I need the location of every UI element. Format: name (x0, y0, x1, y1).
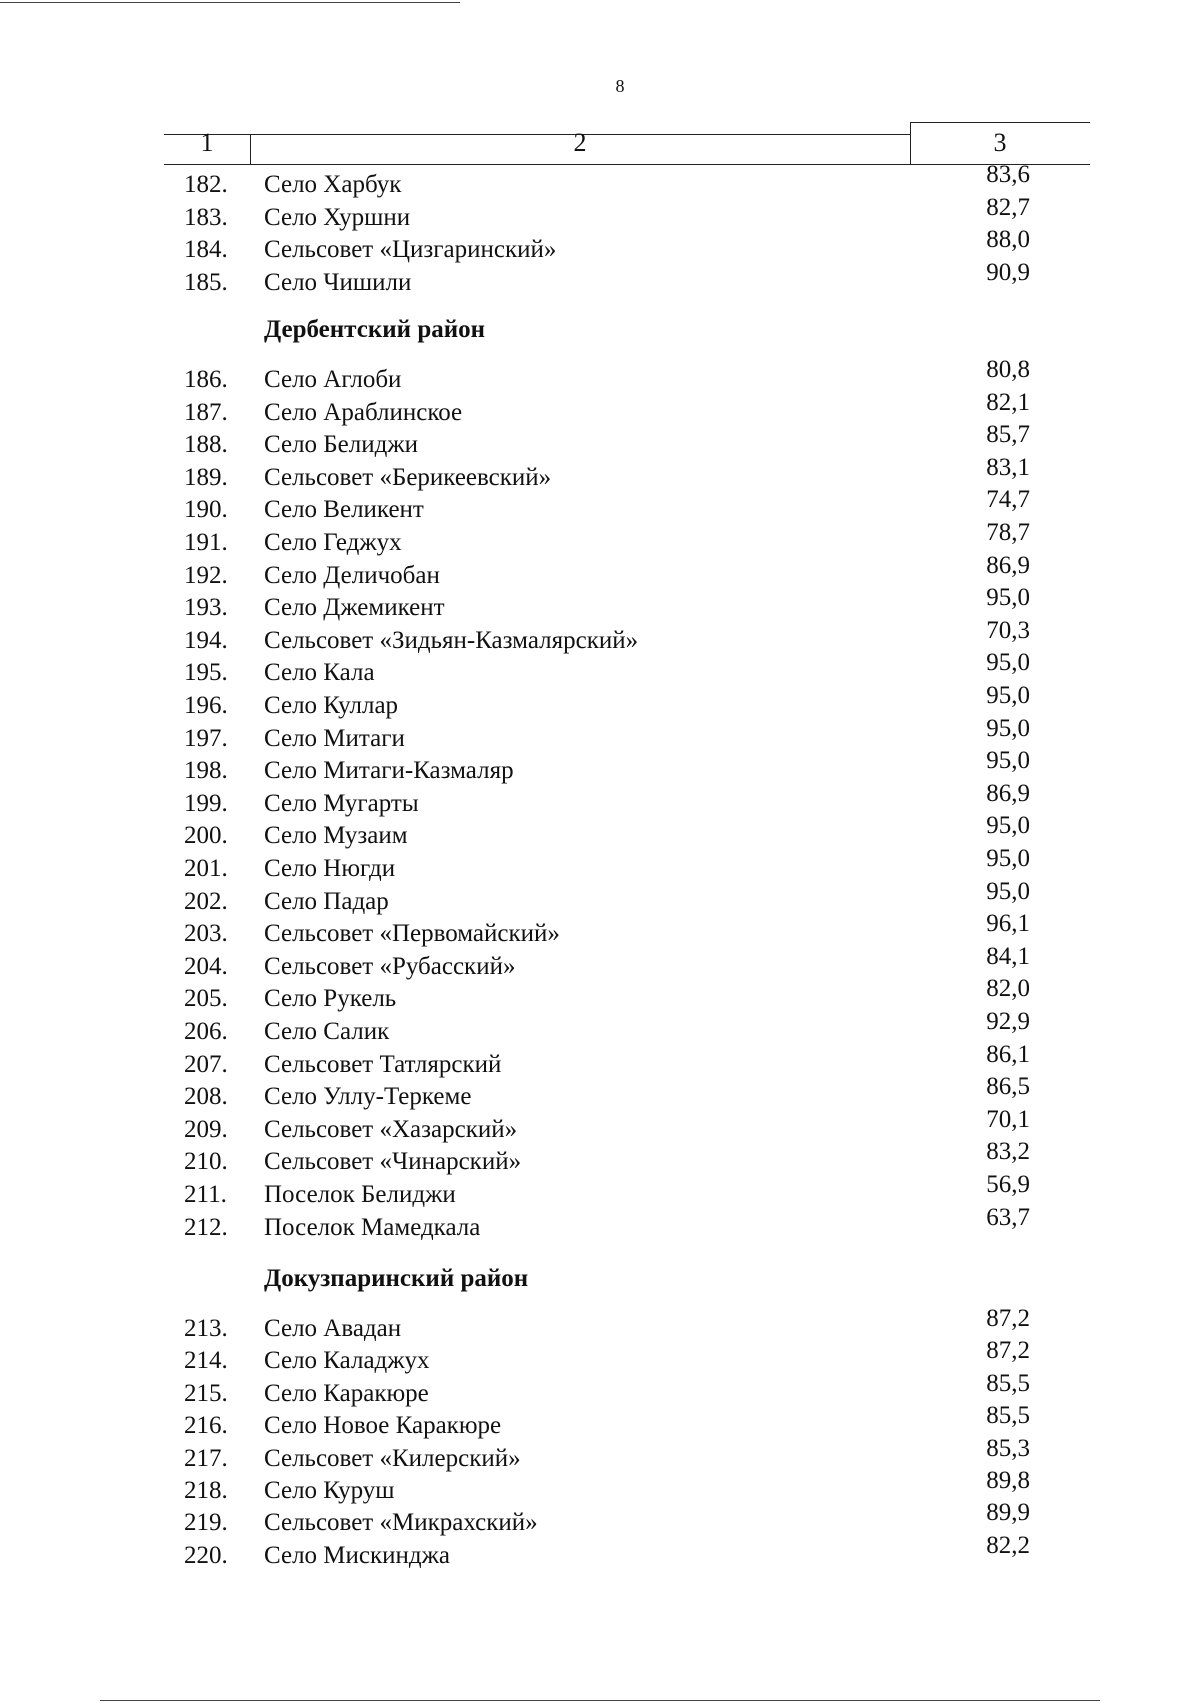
row-value: 83,1 (986, 453, 1030, 481)
table-row (0, 258, 1200, 301)
row-value: 89,9 (986, 1499, 1030, 1527)
row-value: 86,1 (986, 1040, 1030, 1068)
row-value: 78,7 (986, 519, 1030, 546)
row-value: 95,0 (986, 747, 1030, 775)
row-value: 95,0 (986, 714, 1030, 742)
row-name: Село Мискинджа (264, 1541, 450, 1569)
row-name: Село Кала (264, 659, 375, 687)
row-name: Сельсовет «Чинарский» (264, 1148, 522, 1176)
row-value: 70,3 (986, 616, 1030, 644)
row-name: Село Новое Каракюре (264, 1412, 502, 1440)
row-number: 182. (184, 171, 228, 198)
row-value: 86,9 (986, 779, 1030, 807)
row-name: Сельсовет «Берикеевский» (264, 463, 552, 491)
row-number: 197. (184, 724, 228, 752)
row-value: 95,0 (986, 845, 1030, 872)
row-number: 211. (184, 1181, 227, 1208)
row-number: 219. (184, 1509, 228, 1537)
row-number: 199. (184, 789, 228, 817)
row-number: 212. (184, 1213, 228, 1241)
row-name: Село Великент (264, 496, 424, 524)
row-name: Сельсовет «Зидьян-Казмалярский» (264, 626, 639, 654)
row-number: 208. (184, 1083, 228, 1111)
row-number: 193. (184, 594, 228, 622)
row-value: 85,3 (986, 1434, 1030, 1462)
section-heading-dokuzpara: Докузпаринский район (264, 1265, 529, 1292)
row-number: 207. (184, 1050, 228, 1078)
row-value: 82,1 (986, 388, 1030, 416)
row-number: 204. (184, 952, 228, 980)
row-value: 82,2 (986, 1531, 1030, 1559)
row-name: Село Куруш (264, 1477, 395, 1504)
row-name: Село Хуршни (264, 203, 411, 231)
row-number: 217. (184, 1444, 228, 1472)
row-value: 85,5 (986, 1369, 1030, 1397)
row-name: Сельсовет «Хазарский» (264, 1115, 518, 1143)
row-value: 86,9 (986, 551, 1030, 579)
row-name: Село Джемикент (264, 594, 445, 622)
row-name: Село Нюгди (264, 855, 396, 882)
row-value: 84,1 (986, 942, 1030, 970)
row-value: 80,8 (986, 356, 1030, 383)
table-row (0, 1531, 1200, 1574)
row-name: Село Митаги (264, 724, 405, 752)
row-number: 190. (184, 496, 228, 524)
row-value: 95,0 (986, 649, 1030, 677)
row-number: 191. (184, 529, 228, 556)
row-name: Сельсовет «Микрахский» (264, 1509, 538, 1537)
row-value: 92,9 (986, 1008, 1030, 1035)
header-top-rule (910, 122, 1090, 123)
row-number: 205. (184, 985, 228, 1013)
header-col-2: 2 (573, 128, 587, 157)
row-name: Село Митаги-Казмаляр (264, 757, 514, 785)
row-name: Село Араблинское (264, 398, 463, 426)
row-number: 203. (184, 920, 228, 948)
row-number: 220. (184, 1541, 228, 1569)
row-name: Сельсовет «Цизгаринский» (264, 236, 557, 264)
row-name: Село Уллу-Теркеме (264, 1083, 472, 1111)
row-name: Поселок Белиджи (264, 1181, 456, 1208)
row-name: Поселок Мамедкала (264, 1213, 481, 1241)
row-name: Село Белиджи (264, 431, 418, 459)
row-value: 90,9 (986, 258, 1030, 286)
row-name: Село Аглоби (264, 366, 402, 393)
row-number: 210. (184, 1148, 228, 1176)
row-name: Село Харбук (264, 171, 402, 198)
row-value: 83,6 (986, 161, 1030, 188)
row-value: 74,7 (986, 486, 1030, 514)
row-value: 82,7 (986, 193, 1030, 221)
row-name: Село Рукель (264, 985, 397, 1013)
row-value: 87,2 (986, 1337, 1030, 1365)
row-value: 96,1 (986, 910, 1030, 938)
row-number: 200. (184, 822, 228, 850)
row-value: 85,7 (986, 421, 1030, 449)
header-col-3: 3 (993, 128, 1007, 157)
row-value: 88,0 (986, 226, 1030, 254)
row-number: 215. (184, 1379, 228, 1407)
row-number: 192. (184, 561, 228, 589)
section-heading-derbent: Дербентский район (264, 316, 486, 343)
scan-edge-top (0, 2, 460, 3)
row-number: 201. (184, 855, 228, 882)
row-number: 185. (184, 268, 228, 296)
row-number: 218. (184, 1477, 228, 1504)
row-number: 188. (184, 431, 228, 459)
page-number: 8 (615, 76, 625, 96)
row-name: Село Чишили (264, 268, 412, 296)
scan-edge-bottom (100, 1700, 1100, 1701)
row-value: 86,5 (986, 1073, 1030, 1101)
row-value: 83,2 (986, 1138, 1030, 1166)
row-number: 206. (184, 1018, 228, 1045)
header-bottom-rule (164, 164, 1090, 165)
row-number: 216. (184, 1412, 228, 1440)
row-name: Сельсовет «Первомайский» (264, 920, 560, 948)
row-number: 209. (184, 1115, 228, 1143)
row-value: 63,7 (986, 1203, 1030, 1231)
row-name: Село Падар (264, 887, 389, 915)
row-name: Село Куллар (264, 692, 399, 719)
row-name: Село Салик (264, 1018, 390, 1045)
row-name: Село Геджух (264, 529, 402, 556)
row-value: 89,8 (986, 1467, 1030, 1494)
row-value: 95,0 (986, 682, 1030, 709)
row-value: 85,5 (986, 1402, 1030, 1430)
row-number: 194. (184, 626, 228, 654)
row-number: 186. (184, 366, 228, 393)
row-number: 195. (184, 659, 228, 687)
row-number: 198. (184, 757, 228, 785)
row-name: Село Каладжух (264, 1347, 430, 1375)
row-number: 184. (184, 236, 228, 264)
row-value: 70,1 (986, 1105, 1030, 1133)
row-number: 187. (184, 398, 228, 426)
row-number: 189. (184, 463, 228, 491)
header-col-1: 1 (200, 128, 214, 157)
row-number: 196. (184, 692, 228, 719)
row-name: Село Деличобан (264, 561, 440, 589)
row-value: 95,0 (986, 584, 1030, 612)
row-name: Сельсовет Татлярский (264, 1050, 502, 1078)
row-name: Сельсовет «Рубасский» (264, 952, 516, 980)
row-number: 213. (184, 1315, 228, 1342)
row-name: Село Каракюре (264, 1379, 429, 1407)
row-name: Село Авадан (264, 1315, 402, 1342)
row-value: 95,0 (986, 877, 1030, 905)
row-name: Село Мугарты (264, 789, 419, 817)
table-row (0, 1203, 1200, 1246)
row-name: Сельсовет «Килерский» (264, 1444, 521, 1472)
row-value: 56,9 (986, 1171, 1030, 1198)
row-number: 202. (184, 887, 228, 915)
row-number: 214. (184, 1347, 228, 1375)
row-number: 183. (184, 203, 228, 231)
row-value: 95,0 (986, 812, 1030, 840)
row-value: 82,0 (986, 975, 1030, 1003)
row-name: Село Музаим (264, 822, 408, 850)
row-value: 87,2 (986, 1305, 1030, 1332)
